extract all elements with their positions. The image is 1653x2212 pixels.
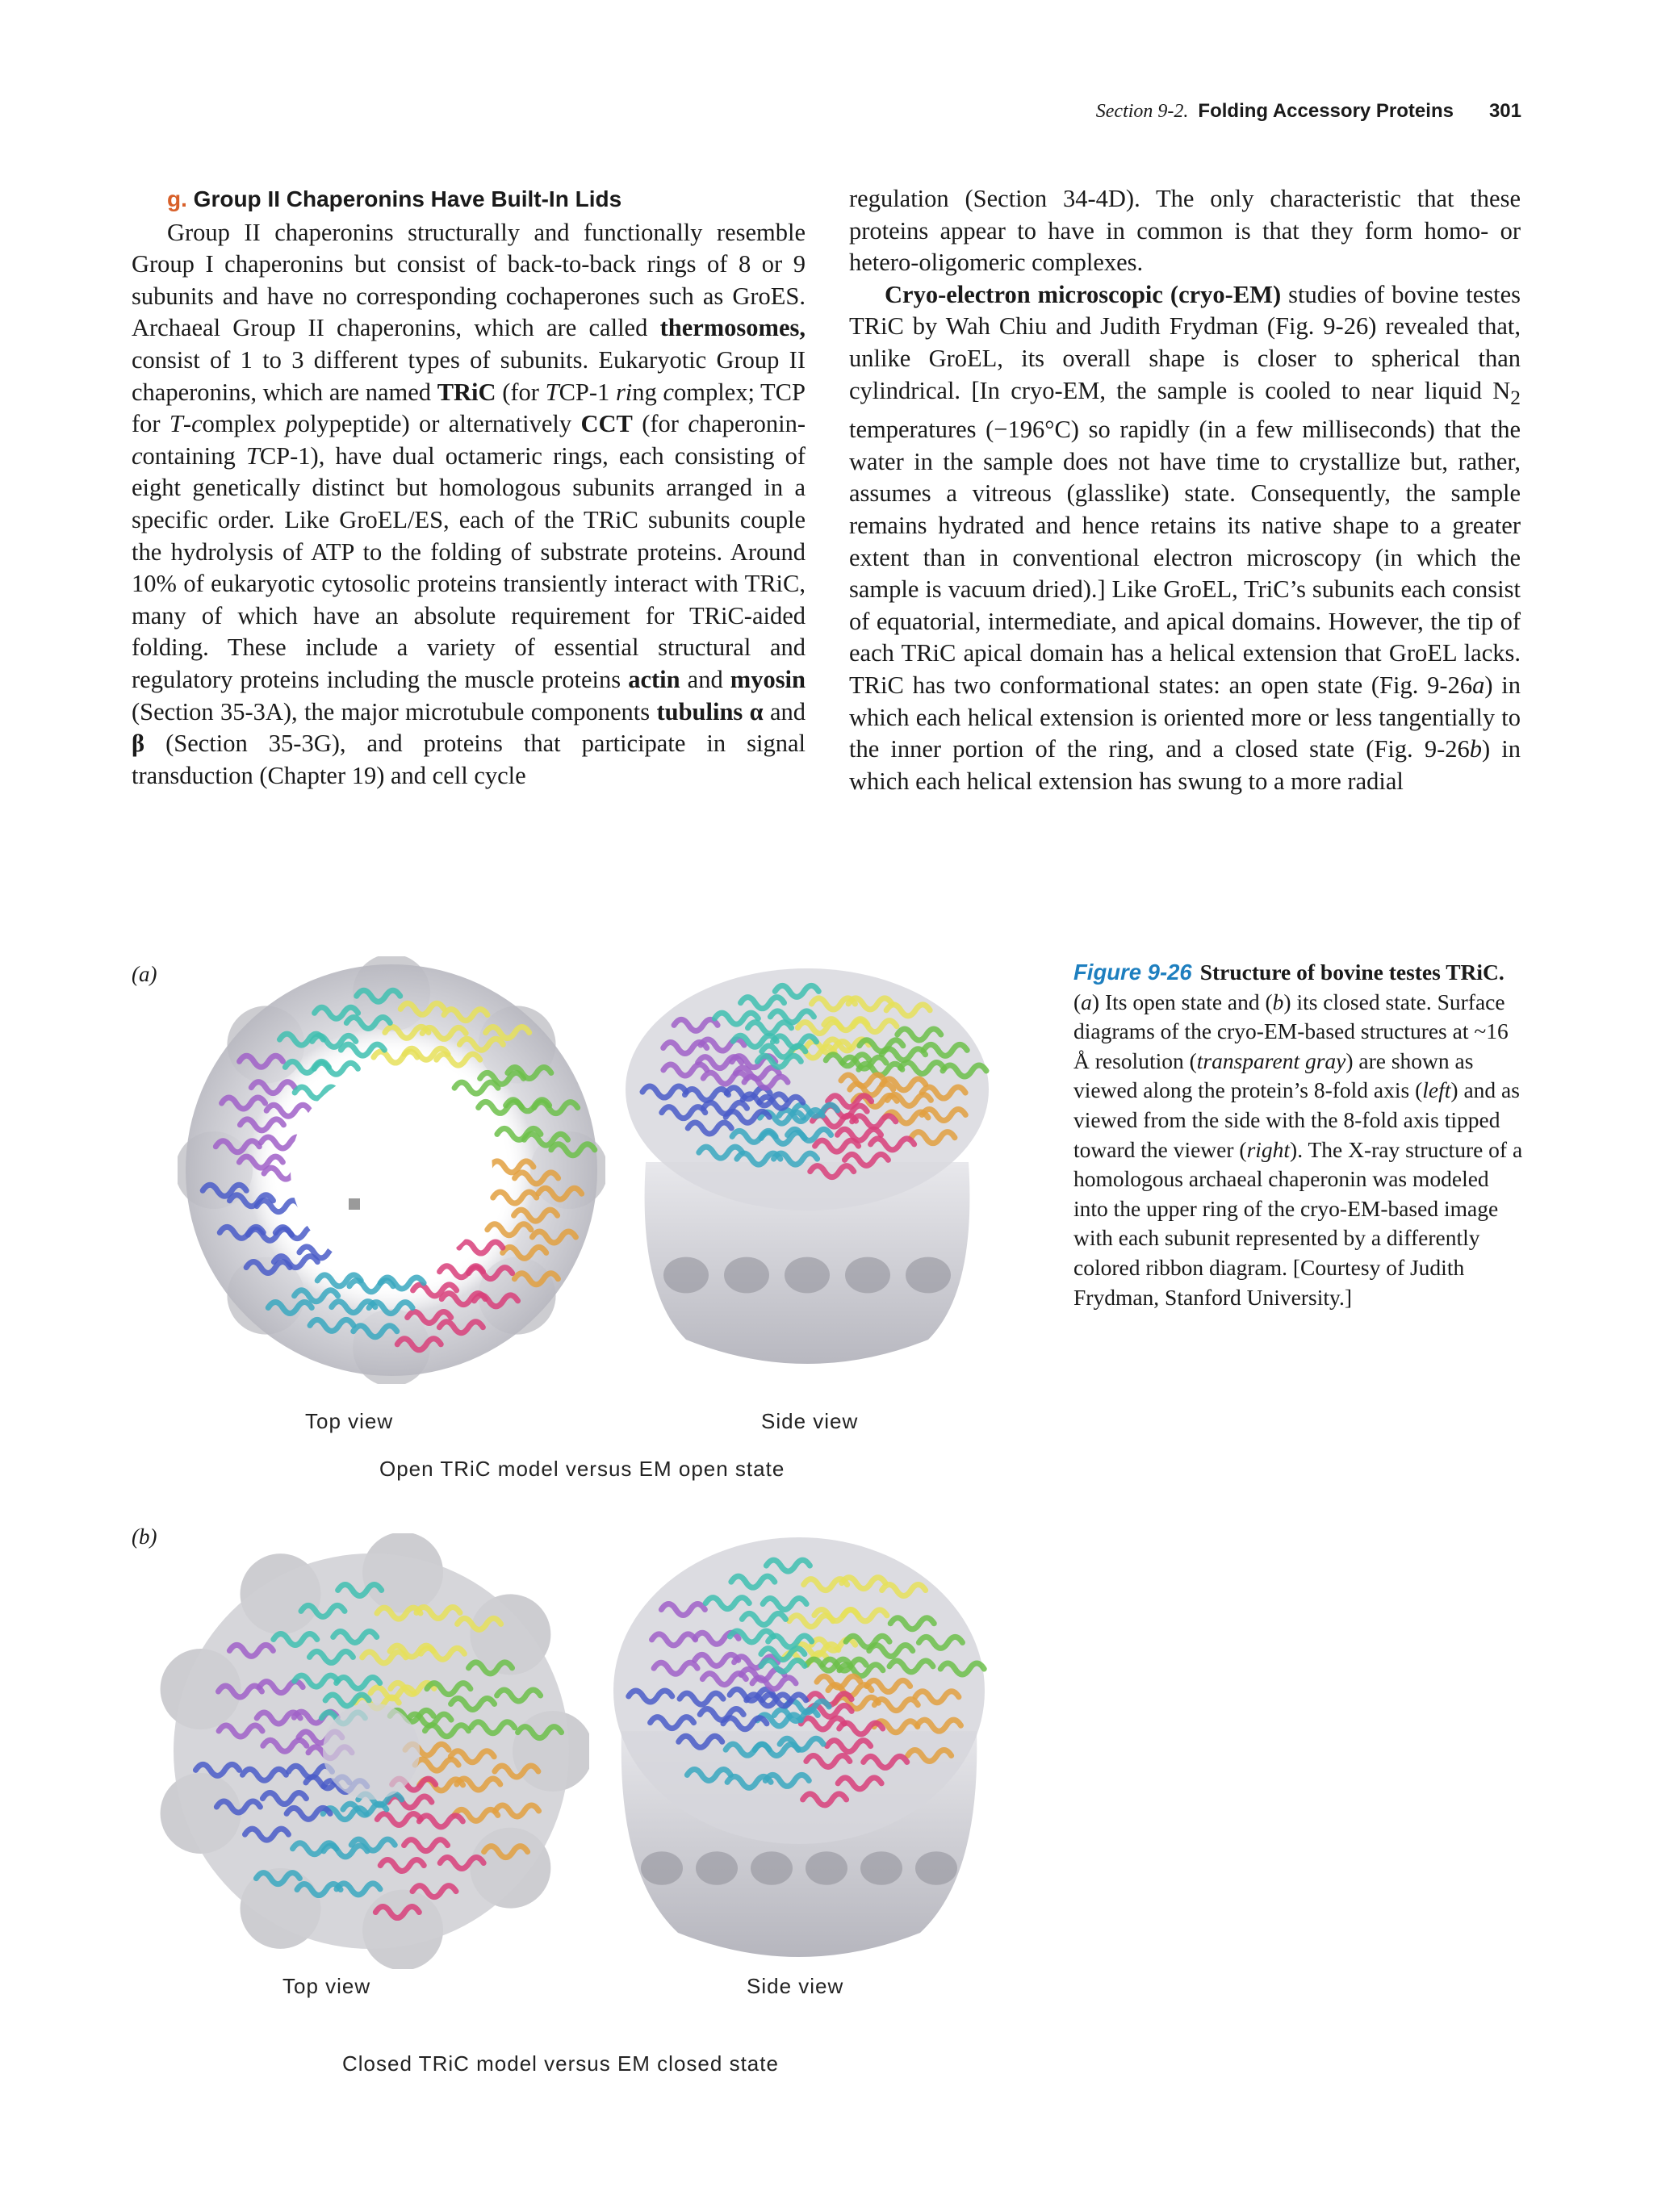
text-run: consist of 1 to 3 different types of subunits. Eukaryotic Group II chaperonins, which are named — [132, 345, 806, 406]
text-run: p — [285, 410, 298, 438]
right-paragraph-2 — [849, 279, 1521, 798]
text-run: omplex; TCP for — [132, 378, 806, 438]
closed-side-view-label: Side view — [747, 1974, 844, 1998]
text-run: (Section 35-3G), and proteins that participate in signal transduction (Chapter 19) and cell cycle — [132, 730, 806, 789]
section-heading — [167, 183, 806, 215]
text-run: ) Its open state and ( — [1091, 989, 1273, 1014]
text-run: right — [1246, 1136, 1291, 1162]
text-run: ) in which each helical extension has swung to a more radial — [849, 735, 1521, 795]
text-run: ng — [632, 378, 663, 406]
panel-b-label: (b) — [132, 1524, 157, 1549]
text-run: ). The X-ray structure of a homologous archaeal chaperonin was modeled into the upper ring of the cryo-EM-based image with each subunit represented by a differently colored ribbon diagram. [Courtesy of Judith Frydman, Stanford University.] — [1073, 1136, 1523, 1310]
running-head — [1096, 100, 1521, 123]
text-run: ri — [615, 378, 633, 406]
figure-caption — [1073, 958, 1525, 1312]
running-head-section: Section 9-2. — [1095, 101, 1189, 122]
text-run: regulation (Section 34-4D). The only characteristic that these proteins appear to have in common is that they form homo- or hetero-oligomeric complexes. — [849, 185, 1521, 277]
text-run: a — [1081, 989, 1092, 1014]
surface-cavity — [724, 1257, 769, 1294]
open-side-view-label: Side view — [761, 1409, 859, 1433]
surface-cavity — [785, 1257, 830, 1294]
text-run: Structure of bovine testes TRiC. — [1199, 960, 1504, 985]
text-run: T — [169, 410, 183, 438]
open-top-view-image — [178, 956, 605, 1384]
text-run: CP-1 — [559, 378, 616, 406]
text-run: ) are shown as viewed along the protein’s 8-fold axis ( — [1073, 1047, 1474, 1103]
surface-cavity — [751, 1851, 793, 1885]
text-run: Figure 9-26 — [1073, 960, 1192, 985]
text-run: (for — [496, 378, 546, 406]
surface-cavity — [915, 1851, 957, 1885]
surface-cavity — [845, 1257, 890, 1294]
text-run: left — [1422, 1077, 1451, 1103]
left-paragraph-1 — [132, 217, 806, 792]
text-run: β — [132, 730, 145, 758]
text-run: c — [663, 378, 674, 406]
open-side-view-image — [613, 952, 1001, 1380]
text-run: myosin — [730, 665, 806, 693]
right-paragraph-1 — [849, 183, 1521, 279]
text-run: Cryo-electron microscopic (cryo-EM) — [885, 280, 1282, 308]
closed-top-view-image — [153, 1533, 589, 1969]
text-run: transparent gray — [1196, 1047, 1346, 1073]
text-run: ( — [1073, 989, 1082, 1014]
text-run: ) its closed state. Surface diagrams of the cryo-EM-based structures at ~16 Å resolution ( — [1073, 989, 1509, 1073]
text-run: - — [182, 410, 192, 438]
page-number: 301 — [1488, 100, 1521, 122]
open-top-view-label: Top view — [305, 1409, 394, 1433]
surface-cavity — [663, 1257, 709, 1294]
surface-cavity — [696, 1851, 738, 1885]
text-run: (for — [632, 410, 688, 438]
text-run: b — [1272, 989, 1284, 1014]
text-run: c — [688, 410, 699, 438]
surface-cavity — [806, 1851, 847, 1885]
text-run: b — [1469, 735, 1482, 763]
open-panel-caption: Open TRiC model versus EM open state — [379, 1457, 785, 1481]
text-run: actin — [628, 665, 680, 693]
text-run: c — [132, 441, 143, 470]
text-run: T — [245, 441, 260, 470]
text-run: CP-1), have dual octameric rings, each consisting of eight genetically distinct but homologous subunits arranged in a specific order. Like GroEL/ES, each of the TRiC subunits couple the hydrolysis of ATP to the folding of substrate proteins. Around 10% of eukaryotic cytosolic proteins transiently interact with TRiC, many of which have an absolute requirement for TRiC-aided folding. These include a variety of essential structural and regulatory proteins including the muscle proteins — [132, 441, 806, 693]
right-column — [849, 183, 1521, 797]
text-run: ontaining — [142, 441, 246, 470]
section-title: Group II Chaperonins Have Built-In Lids — [193, 186, 622, 211]
surface-cavity — [860, 1851, 902, 1885]
text-run: temperatures (−196°C) so rapidly (in a few milliseconds) that the water in the sample does not have time to crystallize but, rather, assumes a vitreous (glasslike) state. Consequently, the sample remains hydrated and hence retains its native shape to a greater extent than in conventional electron microscopy (in which the sample is vacuum dried).] Like GroEL, TriC’s subunits each consist of equatorial, intermediate, and apical domains. However, the tip of each TRiC apical domain has a helical extension that GroEL lacks. TRiC has two conformational states: an open state (Fig. 9-26 — [849, 416, 1521, 699]
text-run: c — [191, 410, 203, 438]
surface-cavity — [641, 1851, 683, 1885]
left-column — [132, 183, 806, 792]
text-run: omplex — [202, 410, 286, 438]
text-run: tubulins α — [656, 697, 764, 725]
text-run: olypeptide) or alternatively — [297, 410, 581, 438]
surface-cavity — [906, 1257, 951, 1294]
closed-top-view-label: Top view — [282, 1974, 371, 1998]
text-run: T — [545, 378, 559, 406]
text-run: 2 — [1510, 386, 1521, 409]
text-run: ) in which each helical extension is oriented more or less tangentially to the inner portion of the ring, and a closed state (Fig. 9-26 — [849, 671, 1521, 763]
panel-a-label: (a) — [132, 962, 157, 986]
text-run: and — [680, 665, 730, 693]
running-head-title: Folding Accessory Proteins — [1198, 100, 1454, 122]
text-run: and — [763, 697, 806, 725]
section-letter: g. — [167, 186, 187, 211]
text-run: studies of bovine testes TRiC by Wah Chiu and Judith Frydman (Fig. 9-26) revealed that, unlike GroEL, its overall shape is closer to spherical than cylindrical. [In cryo-EM, the sample is cooled to near liquid N — [849, 280, 1521, 404]
closed-panel-caption: Closed TRiC model versus EM closed state — [342, 2051, 779, 2076]
text-run: ) and as viewed from the side with the 8-fold axis tipped toward the viewer ( — [1073, 1077, 1520, 1162]
text-run: TRiC — [437, 378, 496, 406]
text-run: a — [1472, 671, 1485, 699]
text-run: Group II chaperonins structurally and functionally resemble Group I chaperonins but consist of back-to-back rings of 8 or 9 subunits and have no corresponding cochaperones such as GroES. Archaeal Group II chaperonins, which are called — [132, 218, 806, 342]
closed-side-view-image — [597, 1529, 1001, 1969]
text-run: haperonin- — [698, 410, 806, 438]
text-run: CCT — [580, 410, 633, 438]
text-run: (Section 35-3A), the major microtubule components — [132, 697, 657, 725]
text-run: thermosomes, — [659, 314, 806, 342]
